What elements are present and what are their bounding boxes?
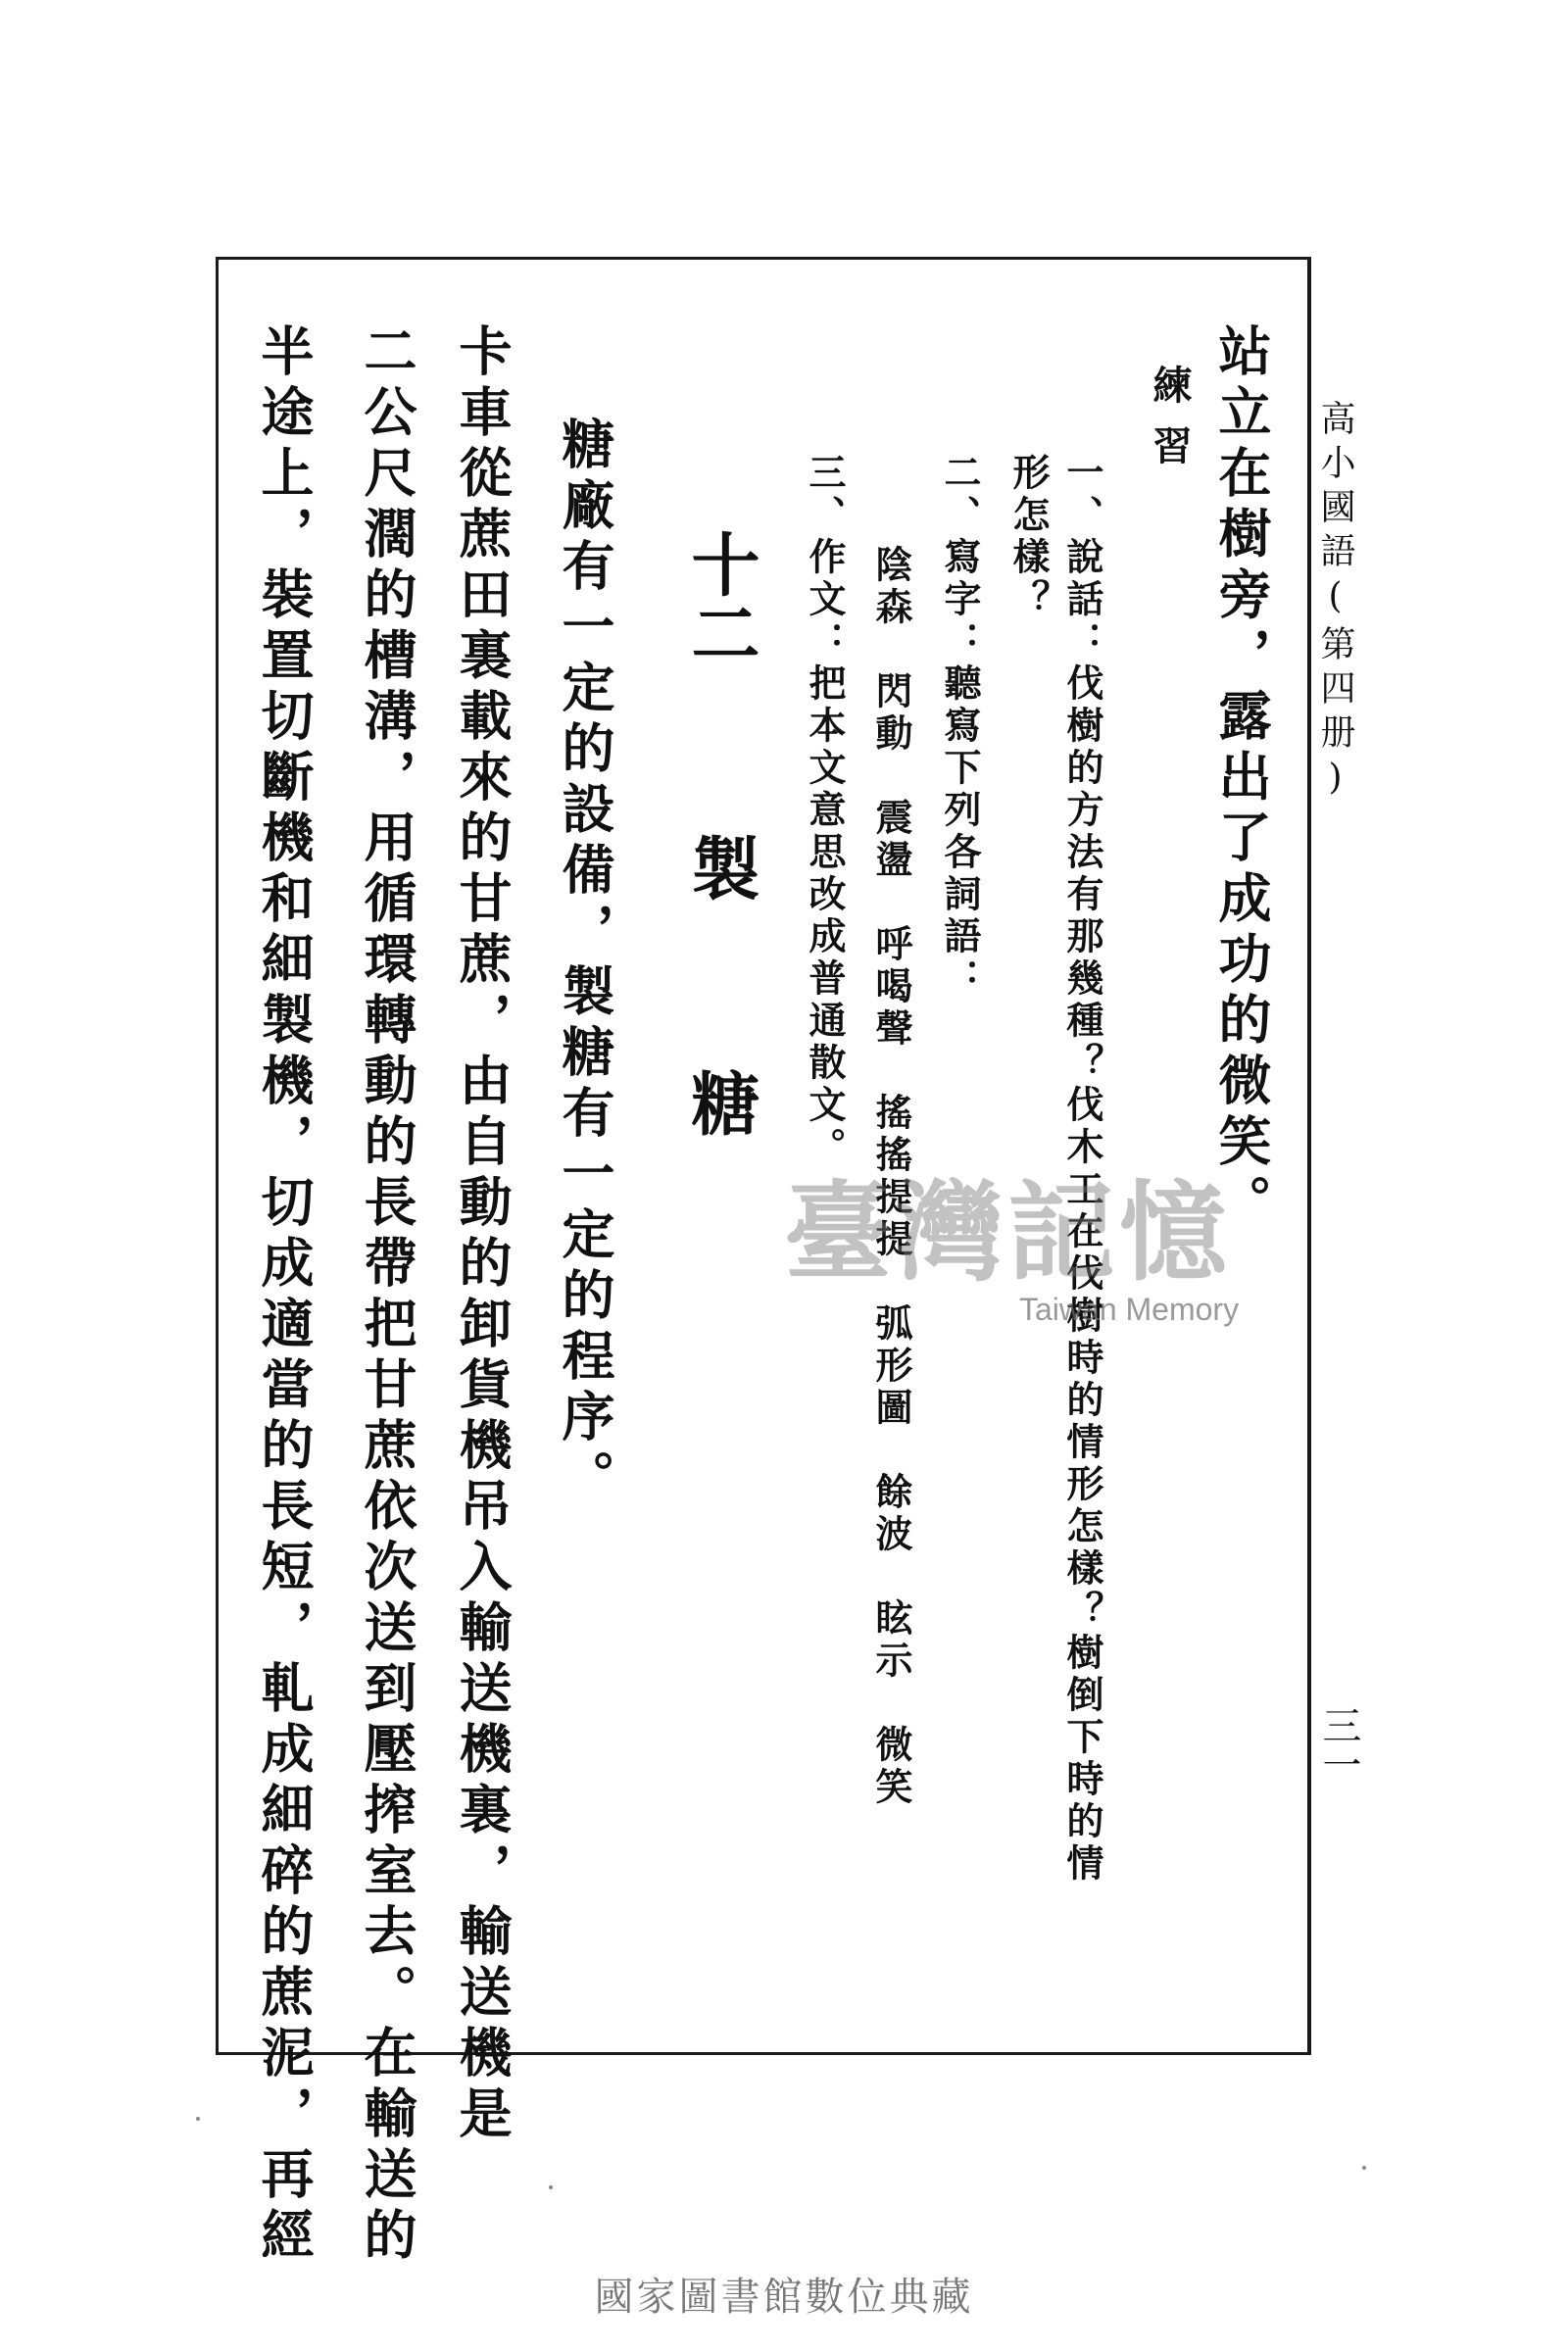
lesson-title-char-2: 糖 <box>680 1068 761 1137</box>
body-line-3: 二公尺濶的槽溝，用循環轉動的長帶把甘蔗依次送到壓搾室去。在輸送的 <box>356 323 418 2268</box>
book-title: 高小國語(第四册) <box>1315 400 1355 807</box>
exercise-item-2-line-2: 陰森 閃動 震盪 呼喝聲 搖搖提提 弧形圖 餘波 眩示 微笑 <box>869 545 913 1809</box>
scan-speck <box>1362 2166 1366 2170</box>
previous-text-line: 站立在樹旁，露出了成功的微笑。 <box>1210 323 1273 1235</box>
exercise-heading: 練習 <box>1147 365 1193 486</box>
exercise-item-1-line-1: 一、說話：伐樹的方法有那幾種？伐木工在伐樹時的情形怎樣？樹倒下時的情 <box>1060 453 1104 1886</box>
footer-credit: 國家圖書館數位典藏 <box>594 2275 974 2320</box>
lesson-number: 十二 <box>680 529 761 666</box>
body-line-2: 卡車從蔗田裏載來的甘蔗，由自動的卸貨機吊入輸送機裏，輸送機是 <box>451 323 514 2146</box>
scan-speck <box>196 2117 200 2121</box>
scan-speck <box>549 2185 553 2189</box>
exercise-item-1-line-2: 形怎樣？ <box>1006 453 1051 621</box>
exercise-item-3-line-1: 三、作文：把本文意思改成普通散文。 <box>803 453 847 1169</box>
lesson-title-char-1: 製 <box>680 833 761 902</box>
exercise-item-2-line-1: 二、寫字：聽寫下列各詞語： <box>938 453 982 1001</box>
body-line-1: 糖廠有一定的設備，製糖有一定的程序。 <box>554 416 616 1510</box>
body-line-4: 半途上，裝置切斷機和細製機，切成適當的長短，軋成細碎的蔗泥，再經 <box>253 323 316 2268</box>
watermark-subtitle: Taiwan Memory <box>1019 1292 1240 1327</box>
lesson-title <box>680 529 761 1137</box>
watermark-logo: 臺灣記憶 <box>784 1169 1231 1296</box>
page-number: 三一 <box>1316 1705 1361 1784</box>
